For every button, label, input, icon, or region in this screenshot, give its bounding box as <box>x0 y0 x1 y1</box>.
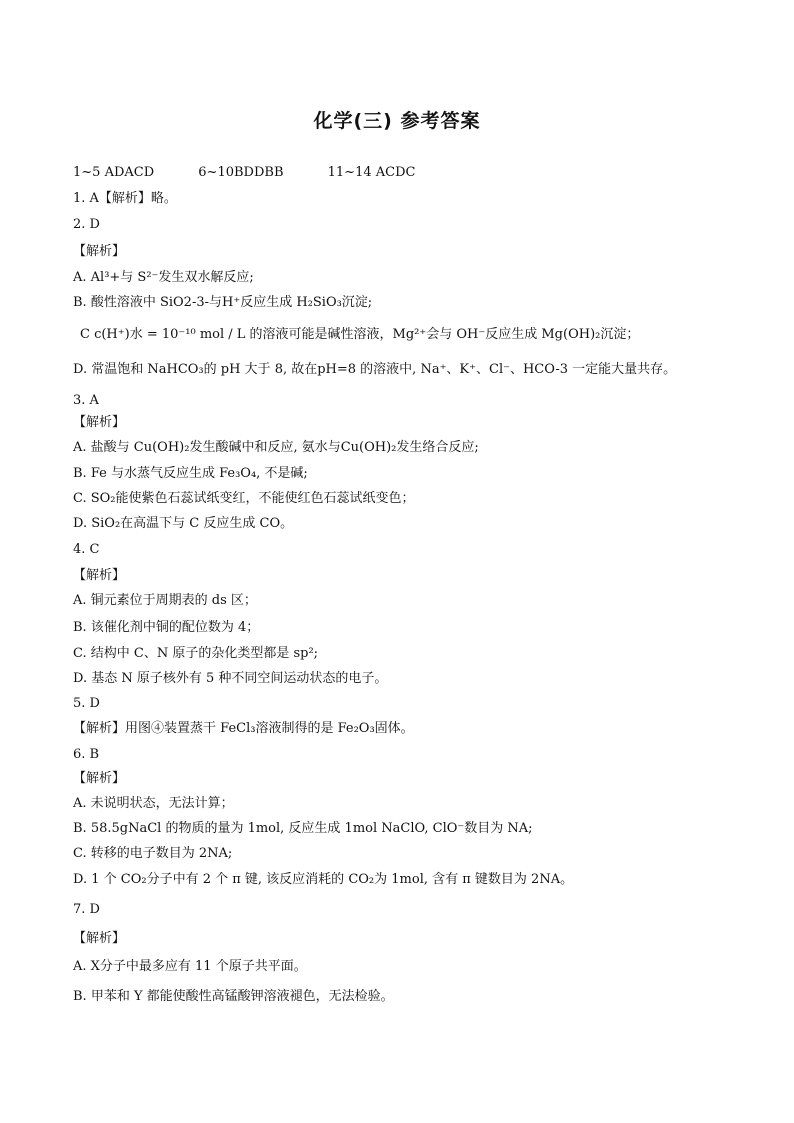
answer-line: D. 常温饱和 NaHCO₃的 pH 大于 8, 故在pH=8 的溶液中, Na⁺、K⁺、Cl⁻、HCO-3 一定能大量共存。 <box>73 362 677 377</box>
page-title: 化学(三) 参考答案 <box>313 110 481 132</box>
answer-line: B. 甲苯和 Y 都能使酸性高锰酸钾溶液褪色，无法检验。 <box>73 989 394 1004</box>
answer-line: 2. D <box>73 217 100 232</box>
answer-line: D. 1 个 CO₂分子中有 2 个 π 键, 该反应消耗的 CO₂为 1mol, 含有 π 键数目为 2NA。 <box>73 872 574 887</box>
answer-line: 4. C <box>73 542 100 557</box>
answer-line: 3. A <box>73 393 99 408</box>
answer-line: B. 58.5gNaCl 的物质的量为 1mol, 反应生成 1mol NaClO, ClO⁻数目为 NA; <box>73 821 533 836</box>
answer-line: 6. B <box>73 747 100 762</box>
answer-line: 【解析】 <box>73 931 126 946</box>
answer-line: 5. D <box>73 696 100 711</box>
answer-line: D. 基态 N 原子核外有 5 种不同空间运动状态的电子。 <box>73 671 388 686</box>
answer-line: A. X分子中最多应有 11 个原子共平面。 <box>73 959 307 974</box>
answer-line: C. SO₂能使紫色石蕊试纸变红，不能使红色石蕊试纸变色； <box>73 491 415 506</box>
answer-line: C. 转移的电子数目为 2NA; <box>73 846 233 861</box>
summary-11-14: 11~14 ACDC <box>327 165 416 180</box>
answer-line-formula: C c(H⁺)水 = 10⁻¹⁰ mol / L 的溶液可能是碱性溶液，Mg²⁺会与 OH⁻反应生成 Mg(OH)₂沉淀； <box>80 327 640 342</box>
answer-line: 【解析】 <box>73 568 126 583</box>
summary-1-5: 1~5 ADACD <box>73 165 155 180</box>
answer-line: D. SiO₂在高温下与 C 反应生成 CO。 <box>73 516 294 531</box>
answer-line: 1. A【解析】略。 <box>73 191 177 206</box>
answer-line: A. 未说明状态，无法计算； <box>73 796 234 811</box>
answer-line: 【解析】 <box>73 244 126 259</box>
answer-line: A. Al³+与 S²⁻发生双水解反应; <box>73 270 254 285</box>
answer-line: 【解析】用图④装置蒸干 FeCl₃溶液制得的是 Fe₂O₃固体。 <box>73 721 414 736</box>
answer-line: 【解析】 <box>73 415 126 430</box>
answer-line: C. 结构中 C、N 原子的杂化类型都是 sp²; <box>73 646 319 661</box>
answer-line: B. Fe 与水蒸气反应生成 Fe₃O₄, 不是碱; <box>73 466 308 481</box>
answer-line: B. 酸性溶液中 SiO2-3-与H⁺反应生成 H₂SiO₃沉淀; <box>73 295 373 310</box>
answer-line: A. 铜元素位于周期表的 ds 区； <box>73 593 257 608</box>
answer-line: A. 盐酸与 Cu(OH)₂发生酸碱中和反应, 氨水与Cu(OH)₂发生络合反应; <box>73 440 479 455</box>
answer-line: B. 该催化剂中铜的配位数为 4； <box>73 620 260 635</box>
summary-6-10: 6~10BDDBB <box>198 165 284 180</box>
answer-line: 7. D <box>73 902 100 917</box>
answer-line: 【解析】 <box>73 771 126 786</box>
answer-summary <box>73 164 415 182</box>
